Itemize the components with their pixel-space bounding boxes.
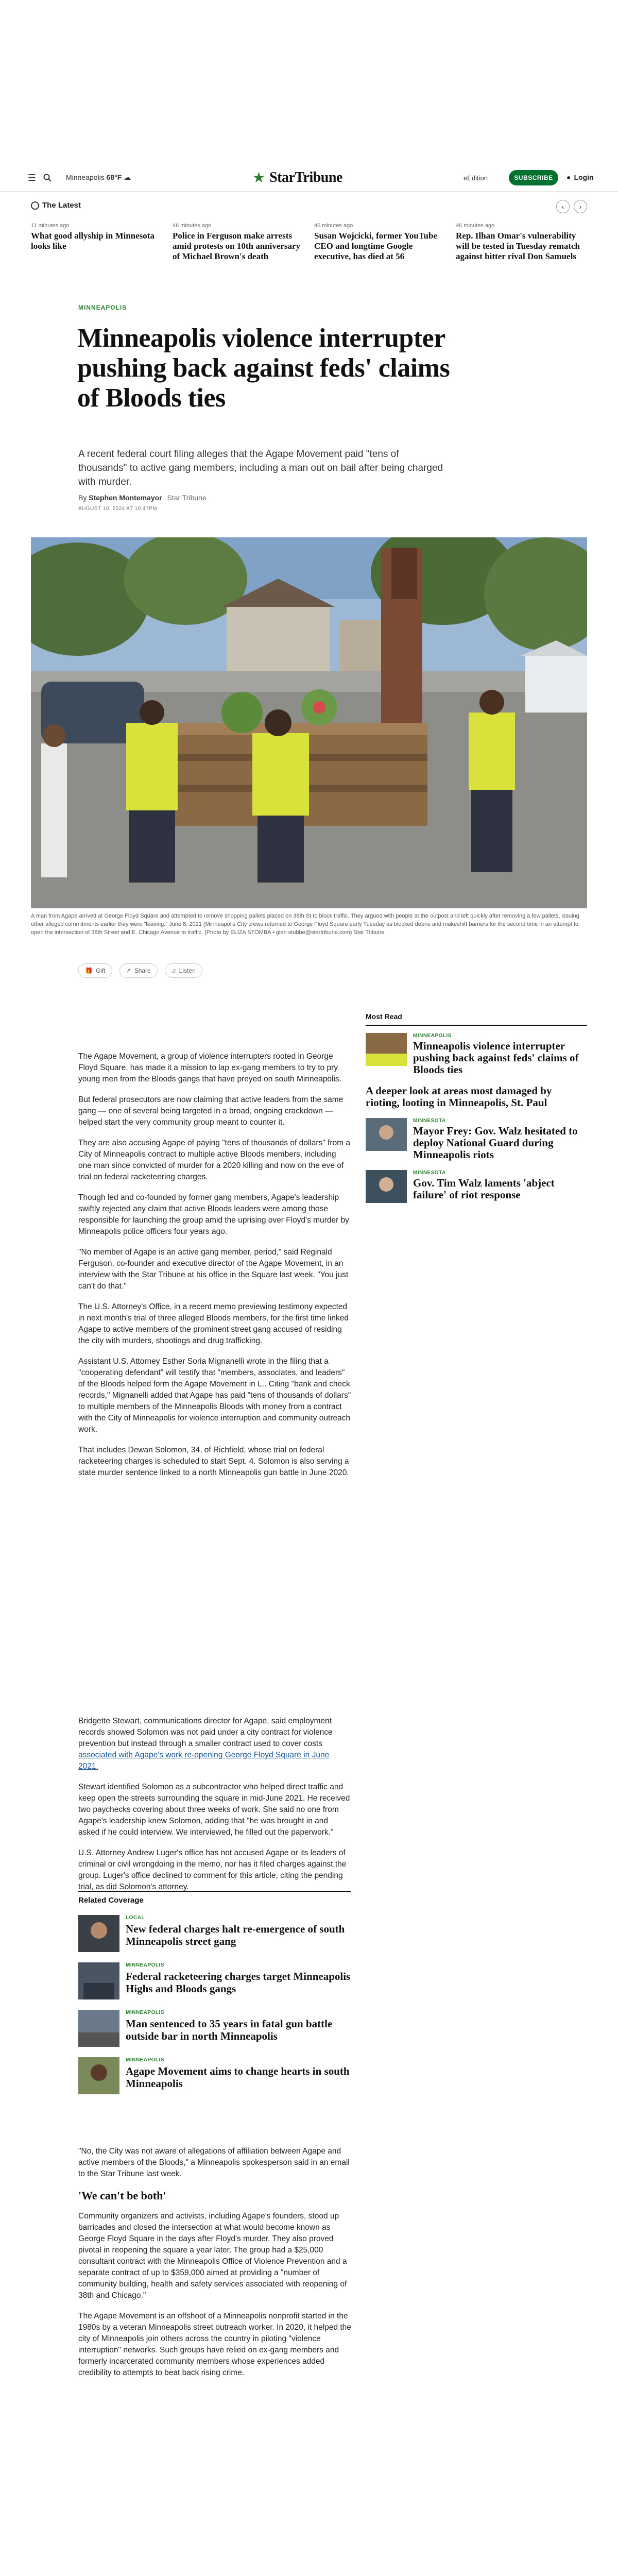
- share-icon: ↗: [126, 967, 131, 974]
- body-paragraph: The Agape Movement is an offshoot of a Minneapolis nonprofit started in the 1980s by a veteran Minneapolis street outreach worker. In 2020, it helped the city of Minneapolis join others across the country in piloting "violence interruption" networks. Such groups have relied on ex-gang members and formerly incarcerated community members whose experiences added credibility to attempts to beat back rising crime.: [78, 2312, 351, 2377]
- related-title: Related Coverage: [78, 1891, 351, 1909]
- login-button[interactable]: [566, 173, 594, 181]
- body-paragraph: But federal prosecutors are now claiming that active leaders from the same gang — one of several being targeted in a broad, ongoing crackdown — helped start the very community group meant to counter it.: [78, 1095, 344, 1127]
- menu-icon[interactable]: ☰: [27, 172, 37, 183]
- latest-story[interactable]: [31, 223, 162, 262]
- weather-temp: 68°F: [106, 173, 122, 181]
- most-read-label: MINNESOTA: [413, 1170, 446, 1176]
- section-label[interactable]: MINNEAPOLIS: [78, 304, 127, 311]
- inline-link[interactable]: associated with Agape's work re-opening George Floyd Square in June 2021.: [78, 1751, 330, 1771]
- related-item[interactable]: [78, 2057, 351, 2094]
- latest-heading: [31, 201, 587, 210]
- clock-icon: [31, 201, 39, 210]
- body-paragraph: That includes Dewan Solomon, 34, of Richfield, whose trial on federal racketeering charges is scheduled to start Sept. 4. Solomon is also serving a state murder sentence linked to a north Minneapolis gun battle in June 2020.: [78, 1446, 349, 1477]
- article-body-section-3: [78, 2146, 351, 2388]
- site-header: [0, 164, 618, 192]
- eedition-link[interactable]: eEdition: [464, 174, 488, 182]
- latest-story[interactable]: [314, 223, 445, 262]
- story-headline: Rep. Ilhan Omar's vulnerability will be tested in Tuesday rematch against bitter rival Don Samuels: [456, 231, 580, 261]
- share-button[interactable]: [119, 963, 158, 978]
- listen-label: Listen: [179, 967, 196, 974]
- related-thumbnail: [78, 2057, 119, 2094]
- story-time: 11 minutes ago: [31, 223, 70, 229]
- most-read-label: MINNESOTA: [413, 1118, 446, 1124]
- story-headline: Susan Wojcicki, former YouTube CEO and longtime Google executive, has died at 56: [314, 231, 437, 261]
- body-paragraph: The Agape Movement, a group of violence interrupters rooted in George Floyd Square, has made it a mission to lap ex-gang members to try to pry young men from the Bloods gangs that have preyed on south Minneapolis.: [78, 1052, 341, 1083]
- most-read-thumbnail: [366, 1118, 407, 1151]
- dateline: AUGUST 10, 2024 AT 10:47PM: [78, 506, 158, 512]
- related-item[interactable]: [78, 2010, 351, 2047]
- most-read-headline: Gov. Tim Walz laments 'abject failure' of riot response: [413, 1177, 555, 1201]
- article-body-section-1: [78, 1051, 351, 1488]
- article-body-section-2: [78, 1716, 351, 1902]
- login-label: Login: [574, 173, 594, 181]
- body-paragraph: "No member of Agape is an active gang member, period," said Reginald Ferguson, co-founder and executive director of the Agape Movement, in an interview with the Star Tribune at his office in the Square last week. "You just can't do that.": [78, 1248, 349, 1291]
- most-read-thumbnail: [366, 1033, 407, 1066]
- most-read-item[interactable]: [366, 1033, 587, 1076]
- most-read-title: Most Read: [366, 1012, 587, 1026]
- hero-photo-illustration: [31, 537, 587, 908]
- latest-stories: [31, 223, 587, 262]
- gift-button[interactable]: [78, 963, 112, 978]
- related-headline: New federal charges halt re-emergence of south Minneapolis street gang: [126, 1923, 345, 1947]
- related-label: LOCAL: [126, 1915, 145, 1921]
- star-logo-icon: ★: [252, 170, 266, 185]
- most-read-item[interactable]: [366, 1085, 587, 1109]
- story-headline: What good allyship in Minnesota looks like: [31, 231, 154, 251]
- gift-icon: 🎁: [85, 967, 93, 974]
- body-paragraph: Stewart identified Solomon as a subcontractor who helped direct traffic and keep open the streets surrounding the square in mid-June 2021. He received two paychecks covering about three weeks of work. She said no one from Agape's leadership knew Solomon, adding that "he was brought in and asked if he could interview. We interviewed, he filled out the paperwork.": [78, 1783, 350, 1837]
- story-headline: Police in Ferguson make arrests amid protests on 10th anniversary of Michael Brown's death: [173, 231, 301, 261]
- body-paragraph: The U.S. Attorney's Office, in a recent memo previewing testimony expected in next month's trial of three alleged Bloods members, for the first time linked Agape to active members of the prominent street gang accused of residing the city with murders, shootings and drug trafficking.: [78, 1302, 349, 1345]
- latest-story[interactable]: [456, 223, 587, 262]
- related-headline: Agape Movement aims to change hearts in south Minneapolis: [126, 2065, 350, 2090]
- body-paragraph: "No, the City was not aware of allegations of affiliation between Agape and active members of the Bloods," a Minneapolis spokesperson said in an email to the Star Tribune last week.: [78, 2147, 350, 2178]
- body-paragraph: Assistant U.S. Attorney Esther Soria Mignanelli wrote in the filing that a "cooperating defendant" will testify that "members, associates, and leaders" of the Bloods helped form the Agape Movement in L.. Citing "bank and check records," Mignanelli added that Agape has paid "tens of thousands of dollars" to multiple members of the Minneapolis Bloods with money from a contract with the City of Minneapolis for violence interruption and community outreach work.: [78, 1357, 351, 1434]
- photo-caption: A man from Agape arrived at George Floyd Square and attempted to remove shopping pallets placed on 38th St to block traffic. They argued with people at the outpost and left quickly after removing a few pallets, issuing other alleged commitments earlier they were "leaving." June 8, 2021 (Minneapolis City crews returned to George Floyd Square early Tuesday as blocked debris and makeshift barriers for the second time in an attempt to open the intersection of 38th Street and E. Chicago Avenue to traffic. (Photo by ELIZA STOMBA • glen stubbe@startribune.com) Star Tribune: [31, 913, 579, 936]
- related-headline: Federal racketeering charges target Minneapolis Highs and Bloods gangs: [126, 1970, 351, 1995]
- byline-prefix: By: [78, 494, 87, 502]
- most-read-headline: Minneapolis violence interrupter pushing back against feds' claims of Bloods ties: [413, 1040, 579, 1076]
- search-icon[interactable]: [42, 173, 53, 183]
- most-read-label: MINNEAPOLIS: [413, 1033, 452, 1039]
- body-paragraph: U.S. Attorney Andrew Luger's office has not accused Agape or its leaders of criminal or civil wrongdoing in the memo, nor has it filed charges against the group. Luger's office declined to comment for this article, citing the pending trial, as did Solomon's attorney.: [78, 1849, 347, 1891]
- latest-story[interactable]: [173, 223, 304, 262]
- hero-photo: [31, 537, 587, 908]
- share-toolbar: [78, 963, 202, 978]
- related-label: MINNEAPOLIS: [126, 2057, 164, 2063]
- subscribe-button[interactable]: SUBSCRIBE: [509, 170, 558, 185]
- most-read-item[interactable]: [366, 1118, 587, 1161]
- latest-rail: [31, 201, 587, 283]
- related-headline: Man sentenced to 35 years in fatal gun battle outside bar in north Minneapolis: [126, 2018, 333, 2042]
- headphones-icon: ♫: [171, 967, 176, 974]
- most-read-thumbnail: [366, 1170, 407, 1203]
- listen-button[interactable]: [165, 963, 202, 978]
- article-subhead: 'We can't be both': [78, 2189, 166, 2202]
- publication-name: Star Tribune: [167, 494, 207, 502]
- weather-city: Minneapolis: [66, 173, 105, 181]
- body-paragraph: They are also accusing Agape of paying "tens of thousands of dollars" from a City of Minneapolis contract to multiple active Bloods members, including one man since convicted of murder for a 2020 killing and now on the eve of trial on federal racketeering charges.: [78, 1139, 350, 1181]
- most-read-item[interactable]: [366, 1170, 587, 1203]
- most-read-sidebar: [366, 1012, 587, 1212]
- related-thumbnail: [78, 1962, 119, 1999]
- related-item[interactable]: [78, 1962, 351, 1999]
- user-icon: ●: [566, 173, 571, 181]
- byline: [78, 494, 207, 502]
- weather-widget[interactable]: [66, 173, 131, 182]
- latest-prev-button[interactable]: ‹: [556, 200, 570, 213]
- related-label: MINNEAPOLIS: [126, 1962, 164, 1968]
- related-item[interactable]: [78, 1915, 351, 1952]
- body-paragraph: Though led and co-founded by former gang members, Agape's leadership swiftly rejected any claim that active Bloods leaders were among those responsible for launching the group amid the uprising over Floyd's murder by Minneapolis police officers four years ago.: [78, 1193, 349, 1236]
- article-headline: Minneapolis violence interrupter pushing back against feds' claims of Bloods ties: [77, 324, 450, 413]
- story-time: 46 minutes ago: [456, 223, 495, 229]
- latest-next-button[interactable]: ›: [574, 200, 587, 213]
- body-paragraph: [78, 1716, 351, 1772]
- most-read-headline: Mayor Frey: Gov. Walz hesitated to deploy National Guard during Minneapolis riots: [413, 1125, 578, 1161]
- site-logo[interactable]: [252, 170, 342, 185]
- story-time: 46 minutes ago: [173, 223, 212, 229]
- body-text: Bridgette Stewart, communications director for Agape, said employment records showed Solomon was not paid under a city contract for violence prevention but instead through a smaller contract used to cover costs: [78, 1717, 333, 1748]
- logo-text: StarTribune: [269, 170, 342, 185]
- related-thumbnail: [78, 1915, 119, 1952]
- share-label: Share: [134, 967, 151, 974]
- story-time: 46 minutes ago: [314, 223, 353, 229]
- related-coverage: [78, 1891, 351, 2105]
- related-thumbnail: [78, 2010, 119, 2047]
- body-paragraph: Community organizers and activists, including Agape's founders, stood up barricades and closed the intersection at what would become known as George Floyd Square in the days after Floyd's murder. They also proved pivotal in reopening the square a year later. The group had a $25,000 consultant contract with the Minneapolis Office of Violence Prevention and a separate contract of up to $359,000 aimed at providing a "number of community building, health and safety services associated with reopening of 38th and Chicago.": [78, 2212, 347, 2300]
- article-dek: A recent federal court filing alleges that the Agape Movement paid "tens of thousands" to active gang members, including a man out on bail after being charged with murder.: [78, 449, 443, 487]
- author-link[interactable]: Stephen Montemayor: [89, 494, 162, 502]
- most-read-headline: A deeper look at areas most damaged by rioting, looting in Minneapolis, St. Paul: [366, 1084, 552, 1109]
- gift-label: Gift: [95, 967, 106, 974]
- related-label: MINNEAPOLIS: [126, 2010, 164, 2015]
- latest-title: The Latest: [42, 201, 81, 210]
- weather-icon: ☁: [124, 173, 131, 181]
